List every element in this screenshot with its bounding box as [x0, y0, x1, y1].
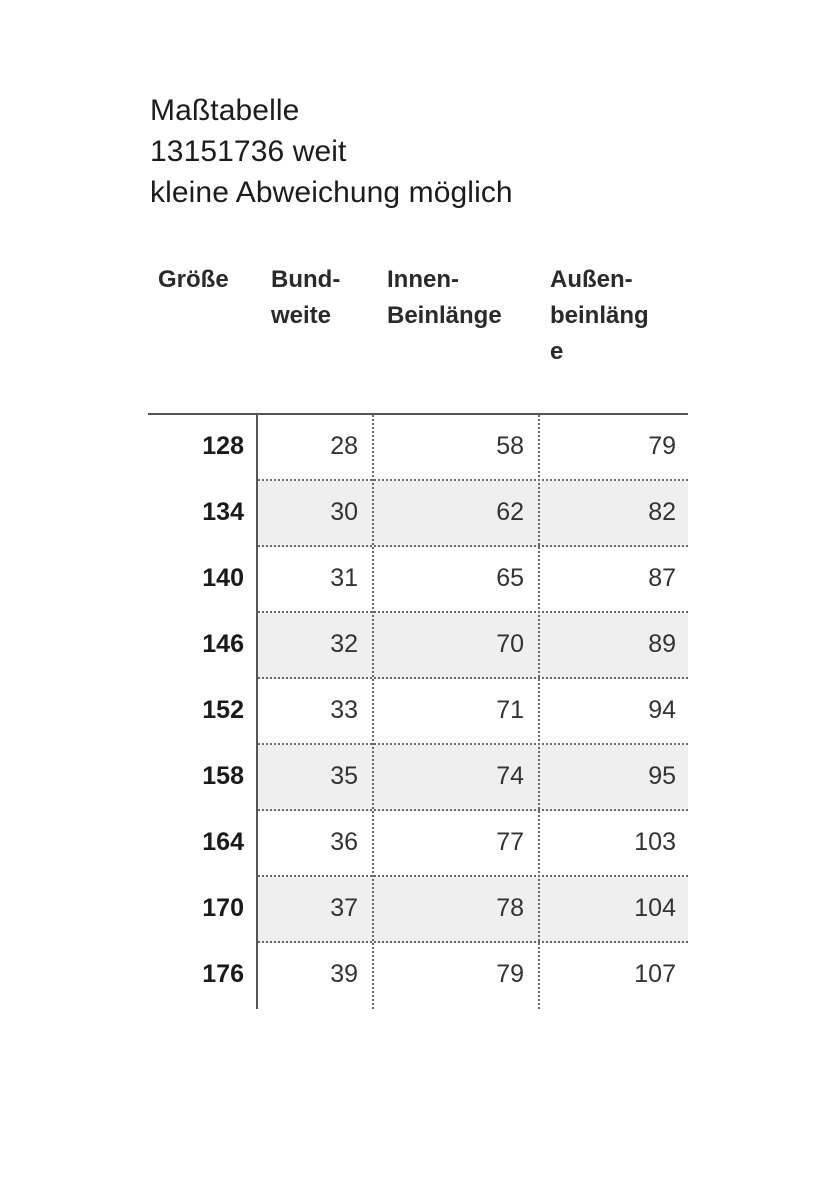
header-waist: Bund- weite [271, 266, 341, 329]
cell-waist: 32 [330, 630, 358, 658]
cell-waist: 28 [330, 432, 358, 460]
column-divider [538, 415, 540, 1009]
table-row [148, 613, 688, 679]
table-row [148, 811, 688, 877]
column-divider [372, 415, 374, 1009]
cell-outseam: 107 [634, 960, 676, 988]
deviation-note: kleine Abweichung möglich [150, 176, 513, 209]
cell-inseam: 78 [496, 894, 524, 922]
cell-waist: 30 [330, 498, 358, 526]
table-row [148, 943, 688, 1009]
cell-waist: 37 [330, 894, 358, 922]
cell-inseam: 74 [496, 762, 524, 790]
table-row [148, 679, 688, 745]
article-number: 13151736 weit [150, 135, 347, 168]
cell-outseam: 89 [648, 630, 676, 658]
cell-inseam: 62 [496, 498, 524, 526]
cell-size: 170 [202, 894, 244, 922]
page-title: Maßtabelle [150, 94, 300, 127]
table-header [0, 262, 818, 372]
cell-inseam: 79 [496, 960, 524, 988]
cell-inseam: 71 [496, 696, 524, 724]
cell-waist: 33 [330, 696, 358, 724]
cell-waist: 31 [330, 564, 358, 592]
cell-inseam: 58 [496, 432, 524, 460]
cell-waist: 39 [330, 960, 358, 988]
cell-outseam: 94 [648, 696, 676, 724]
cell-inseam: 77 [496, 828, 524, 856]
cell-outseam: 82 [648, 498, 676, 526]
cell-size: 158 [202, 762, 244, 790]
header-size: Größe [158, 266, 229, 293]
cell-size: 140 [202, 564, 244, 592]
cell-size: 176 [202, 960, 244, 988]
cell-size: 128 [202, 432, 244, 460]
cell-outseam: 79 [648, 432, 676, 460]
header-outseam: Außen- beinläng e [550, 266, 649, 365]
table-row [148, 877, 688, 943]
cell-outseam: 104 [634, 894, 676, 922]
table-row [148, 745, 688, 811]
table-row [148, 481, 688, 547]
cell-outseam: 103 [634, 828, 676, 856]
title-block [150, 90, 513, 213]
cell-waist: 36 [330, 828, 358, 856]
cell-inseam: 70 [496, 630, 524, 658]
header-inseam: Innen- Beinlänge [387, 266, 502, 329]
cell-size: 152 [202, 696, 244, 724]
cell-inseam: 65 [496, 564, 524, 592]
size-column-divider [256, 415, 258, 1009]
cell-waist: 35 [330, 762, 358, 790]
cell-size: 146 [202, 630, 244, 658]
cell-outseam: 87 [648, 564, 676, 592]
cell-size: 134 [202, 498, 244, 526]
table-row [148, 547, 688, 613]
cell-outseam: 95 [648, 762, 676, 790]
cell-size: 164 [202, 828, 244, 856]
table-row [148, 415, 688, 481]
table-body [148, 415, 688, 1009]
